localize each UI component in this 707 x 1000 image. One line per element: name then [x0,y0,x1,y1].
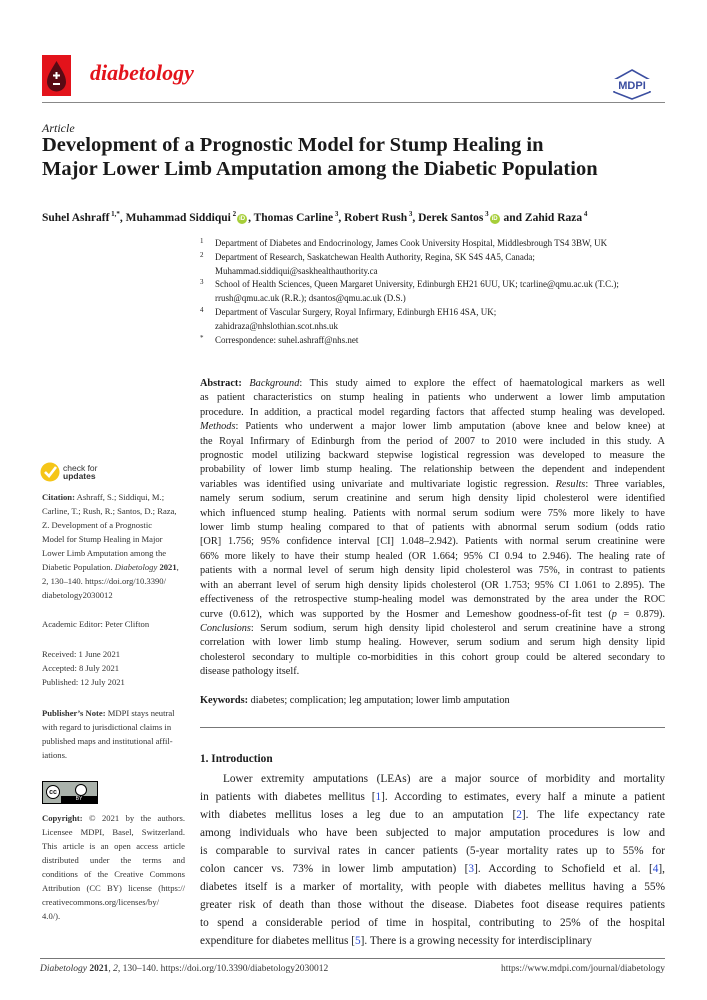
affiliation-text: zahidraza@nhslothian.scot.nhs.uk [215,320,339,331]
text-segment: = 0.879). [616,608,665,620]
text-line [200,492,665,506]
text-segment: Citation: [42,492,75,502]
text-segment: Ashraff, S.; Siddiqui, M.; [74,492,165,502]
text-line [200,391,665,405]
text-line [200,579,665,593]
text-line [200,842,665,860]
text-line [200,806,665,824]
author-separator: , [248,211,254,224]
affiliation-text: Department of Vascular Surgery, Royal Infirmary, Edinburgh EH16 4SA, UK; [215,306,497,317]
affiliations [200,237,619,347]
text-segment: Diabetology [114,562,158,572]
affiliation-text: Correspondence: suhel.ashraff@nhs.net [215,334,359,345]
text-line [42,748,175,762]
text-segment: : Patients who underwent a major lower limb amputation (above knee and below knee) at [235,421,665,433]
text-segment: expenditure for diabetes mellitus [ [200,935,355,947]
section-rule [200,727,665,728]
check-updates-icon [40,462,60,482]
text-segment: diabetes itself is a marker of mortality, with people with diabetes mellitus having a 55% [200,881,665,893]
text-segment: iations. [42,750,68,760]
journal-name: diabetology [90,60,194,85]
text-line [42,867,185,881]
text-line [200,896,665,914]
article-type: Article [42,121,75,135]
text-line [42,895,185,909]
copyright [42,811,185,923]
text-line [200,914,665,932]
text-segment: p [611,608,617,620]
text-segment: , 130–140. https://doi.org/10.3390/diabetology2030012 [117,964,329,974]
published-date: Published: 12 July 2021 [42,677,125,687]
author-separator: , [338,211,345,224]
affiliation-line [200,334,619,348]
affiliation-mark: 1,* [109,210,120,218]
text-segment: ]. According to estimates, every half a minute a patient [381,791,665,803]
blood-drop-icon [42,55,71,96]
cc-icon: cc [46,785,60,799]
received-date: Received: 1 June 2021 [42,649,121,659]
text-segment: probability of lower limb stump healing. The relationship between the dependent and independent [200,464,665,476]
text-segment: MDPI stays neutral [105,708,175,718]
text-segment: Copyright: [42,813,83,823]
affiliation-number: * [200,333,204,342]
text-segment: 2 [113,964,118,974]
text-segment: Carline, T.; Rush, R.; Santos, D.; Raza, [42,506,177,516]
text-line [200,521,665,535]
check-for-text: check for [63,462,98,473]
text-line [200,406,665,420]
footer-rule [40,958,665,959]
svg-text:MDPI: MDPI [618,80,646,92]
text-line [200,622,665,636]
text-segment: curve (0.612), which was supported by the Hosmer and Lemeshow goodness-of-fit test ( [200,608,612,620]
text-segment: colon cancer vs. 73% in lower limb amputation) [ [200,863,469,875]
author-name: Suhel Ashraff [42,211,110,224]
text-segment: 66% more likely to have their stump healed (OR 1.664; 95% CI 0.94 to 2.946). The healing rate of [200,550,665,562]
orcid-icon[interactable]: iD [239,215,246,222]
text-segment: Methods [200,421,236,433]
text-line [200,878,665,896]
text-line [200,463,665,477]
title-line: Development of a Prognostic Model for Stump Healing in [42,134,544,156]
author-name: Derek Santos [418,211,484,224]
text-segment: is comparable to survival rates in cancer patients (5-year mortality rates up to 55% for [200,845,665,857]
mdpi-logo [610,68,654,105]
text-line [200,435,665,449]
text-line [200,478,665,492]
text-segment: prognostic model utilizing backward stepwise logistical regression was developed to measure the [200,450,665,462]
text-segment: Attribution (CC BY) license (https:// [42,883,185,893]
attribution-icon [75,784,87,796]
affiliation-number: 4 [200,305,204,314]
keywords-text: diabetes; complication; leg amputation; lower limb amputation [248,695,510,706]
text-line [42,546,179,560]
author-name: Muhammad Siddiqui [125,211,231,224]
affiliation-text: School of Health Sciences, Queen Margaret University, Edinburgh EH21 6UU, UK; tcarline@qmu.ac.uk (T.C.); [215,279,619,290]
citation [42,490,179,602]
text-segment: diabetology2030012 [42,590,113,600]
affiliation-line [200,306,619,320]
author-name: Robert Rush [344,211,408,224]
text-segment: 2021 [89,964,109,974]
text-segment: © 2021 by the authors. [82,813,185,823]
text-segment: This article is an open access article [42,841,185,851]
text-segment: published maps and institutional affil- [42,736,173,746]
affiliation-text: rrush@qmu.ac.uk (R.R.); dsantos@qmu.ac.uk (D.S.) [215,293,406,304]
text-segment: ]. According to Schofield et al. [ [474,863,653,875]
text-line [42,588,179,602]
text-segment: Licensee MDPI, Basel, Switzerland. [42,827,185,837]
text-segment: effectiveness of the retrospective stump-healing model was demonstrated by the area under the ROC [200,594,665,606]
header-rule [42,102,665,103]
author-separator: , [119,211,126,224]
text-line [42,490,179,504]
text-segment: , [108,964,114,974]
affiliation-text: Muhammad.siddiqui@saskhealthauthority.ca [215,265,378,276]
text-line [200,665,665,679]
text-segment: distributed under the terms and [42,855,185,865]
text-line [200,593,665,607]
affiliation-line [200,265,619,279]
text-segment: creativecommons.org/licenses/by/ [42,897,160,907]
author-separator: and [500,211,525,224]
text-segment: with diabetes mellitus loses a leg due to an amputation [ [200,809,517,821]
abstract [200,377,665,680]
affiliation-line [200,278,619,292]
text-line [42,574,179,588]
text-segment: : Three variables, [585,478,665,490]
text-line [200,535,665,549]
text-segment: which influenced stump healing. Patients with normal serum sodium were 75% more likely to have [200,507,665,519]
text-line [200,550,665,564]
text-segment: Model for Stump Healing in Major [42,534,163,544]
text-segment: patients with a normal level of serum high density lipid cholesterol was 75%, in contrast to patients [200,565,665,577]
text-line [42,532,179,546]
text-segment: to spend a considerable period of time in hospital, contributing to 25% of the hospital [200,917,665,929]
title-line: Major Lower Limb Amputation among the Diabetic Population [42,158,598,180]
text-segment: ]. The life expectancy rate [521,809,666,821]
reference-link[interactable]: 1 [375,791,382,803]
check-for-updates-badge[interactable] [40,462,98,482]
text-line [42,881,185,895]
reference-link[interactable]: 3 [468,863,475,875]
by-label: BY [61,796,97,803]
text-line [200,564,665,578]
text-segment: Conclusions [200,622,251,634]
affiliation-number: 2 [200,250,204,259]
affiliation-mark: 4 [582,210,588,218]
text-segment: correlation with lower limb stump healing. However, serum sodium and serum high density lipid [200,637,665,649]
affiliation-number: 1 [200,237,204,245]
text-segment: [OR] 1.756; 95% confidence interval [CI] 1.048–2.942). Patients with normal serum creatinine were [200,536,665,548]
text-line [42,504,179,518]
text-segment: conditions of the Creative Commons [42,869,185,879]
author-name: Thomas Carline [253,211,334,224]
author-separator: , [412,211,419,224]
text-line [200,788,665,806]
text-line [200,377,665,391]
text-line [42,811,185,825]
text-segment: Background [249,378,300,389]
text-segment: Publisher’s Note: [42,708,106,718]
text-line [200,860,665,878]
updates-text: updates [63,471,96,481]
dates [42,647,125,689]
text-line [42,825,185,839]
reference-link[interactable]: 4 [652,863,659,875]
text-segment: Abstract: [200,378,242,389]
text-segment: 2021 [159,562,177,572]
orcid-icon[interactable]: iD [491,215,498,222]
affiliation-text: Department of Diabetes and Endocrinology, James Cook University Hospital, Middlesbrough TS4 3BW, UK [215,238,608,248]
text-line [42,706,175,720]
text-line [42,720,175,734]
text-segment: the Royal Infirmary of Edinburgh from the period of 2007 to 2010 were included in this study. A [200,435,665,447]
text-line [200,420,665,434]
text-line [42,839,185,853]
text-segment: 4.0/). [42,911,61,921]
affiliation-number: 3 [200,278,204,287]
text-line [42,853,185,867]
reference-link[interactable]: 2 [516,809,522,821]
text-segment: ], [658,863,665,875]
text-line [200,636,665,650]
text-segment: lower limb stump healing compared to that of patients with abnormal serum sodium (odds ratio [200,522,665,534]
cc-by-badge[interactable] [42,781,98,804]
keywords-label: Keywords: [200,695,249,706]
affiliation-line [200,237,619,251]
text-line [42,909,185,923]
text-segment: 2, 130–140. https://doi.org/10.3390/ [42,576,166,586]
text-line [200,651,665,665]
affiliation-mark: 2 [230,210,237,218]
section-heading: 1. Introduction [200,753,273,765]
text-line [200,507,665,521]
footer-journal-url[interactable]: https://www.mdpi.com/journal/diabetology [500,964,665,974]
accepted-date: Accepted: 8 July 2021 [42,663,120,673]
text-line [200,770,665,788]
text-segment: : This study aimed to explore the effect of haematological markers as well [299,378,666,389]
text-segment: among individuals who have been subjected to major amputation procedures is low and [200,827,665,839]
reference-link[interactable]: 5 [354,935,361,947]
text-segment: cholesterol secondary to multiple co-morbidities in this cohort group could be altered secondary to [200,651,665,663]
article-title [42,133,598,181]
text-segment: Diabetology [40,964,87,974]
text-segment: as patient characteristics on stump healing in patients who underwent a lower limb amputation [200,392,665,404]
affiliation-text: Department of Research, Saskatchewan Health Authority, Regina, SK S4S 4A5, Canada; [215,251,535,262]
author-list [42,210,587,224]
text-segment: Results [555,478,586,490]
text-line [200,449,665,463]
text-segment: greater risk of death than those without the disease. Diabetes foot disease requires patients [200,899,665,911]
footer-citation [40,964,328,974]
affiliation-mark: 3 [483,210,489,218]
text-line [200,608,665,622]
text-segment: namely serum sodium, serum creatinine and serum high density lipid cholesterol were identified [200,493,665,505]
affiliation-mark: 3 [333,210,339,218]
intro-paragraph [200,770,665,950]
text-line [200,824,665,842]
text-segment: disease pathology itself. [200,666,300,678]
keywords [200,695,510,706]
text-segment: : Serum sodium, serum high density lipid cholesterol and serum creatinine have a strong [250,622,665,634]
text-segment: variables was identified using univariate and multivariate logistic regression. [200,478,556,490]
text-line [200,932,665,950]
text-segment: Diabetic Population. [42,562,115,572]
text-segment: , [176,562,179,572]
affiliation-line [200,320,619,334]
text-segment: procedure. In addition, a practical model regarding factors that affected stump healing was developed. [200,406,665,418]
text-segment: Lower extremity amputations (LEAs) are a major source of morbidity and mortality [223,773,665,785]
text-line [42,560,179,574]
text-segment: Lower Limb Amputation among the [42,548,167,558]
text-segment: with regard to jurisdictional claims in [42,722,172,732]
affiliation-line [200,292,619,306]
affiliation-mark: 3 [407,210,413,218]
text-line [42,734,175,748]
text-segment: Z. Development of a Prognostic [42,520,153,530]
text-line [42,518,179,532]
author-name: Zahid Raza [524,211,583,224]
affiliation-line [200,251,619,265]
journal-logo [42,55,71,96]
text-segment: with an aberrant level of serum high density lipids cholesterol (OR 1.753; 95% CI 1.061 to 2.895). The [200,579,665,591]
text-segment: ]. There is a growing necessity for interdisciplinary [360,935,592,947]
text-segment: in patients with diabetes mellitus [ [200,791,376,803]
publisher-note [42,706,175,762]
academic-editor: Academic Editor: Peter Clifton [42,619,150,629]
